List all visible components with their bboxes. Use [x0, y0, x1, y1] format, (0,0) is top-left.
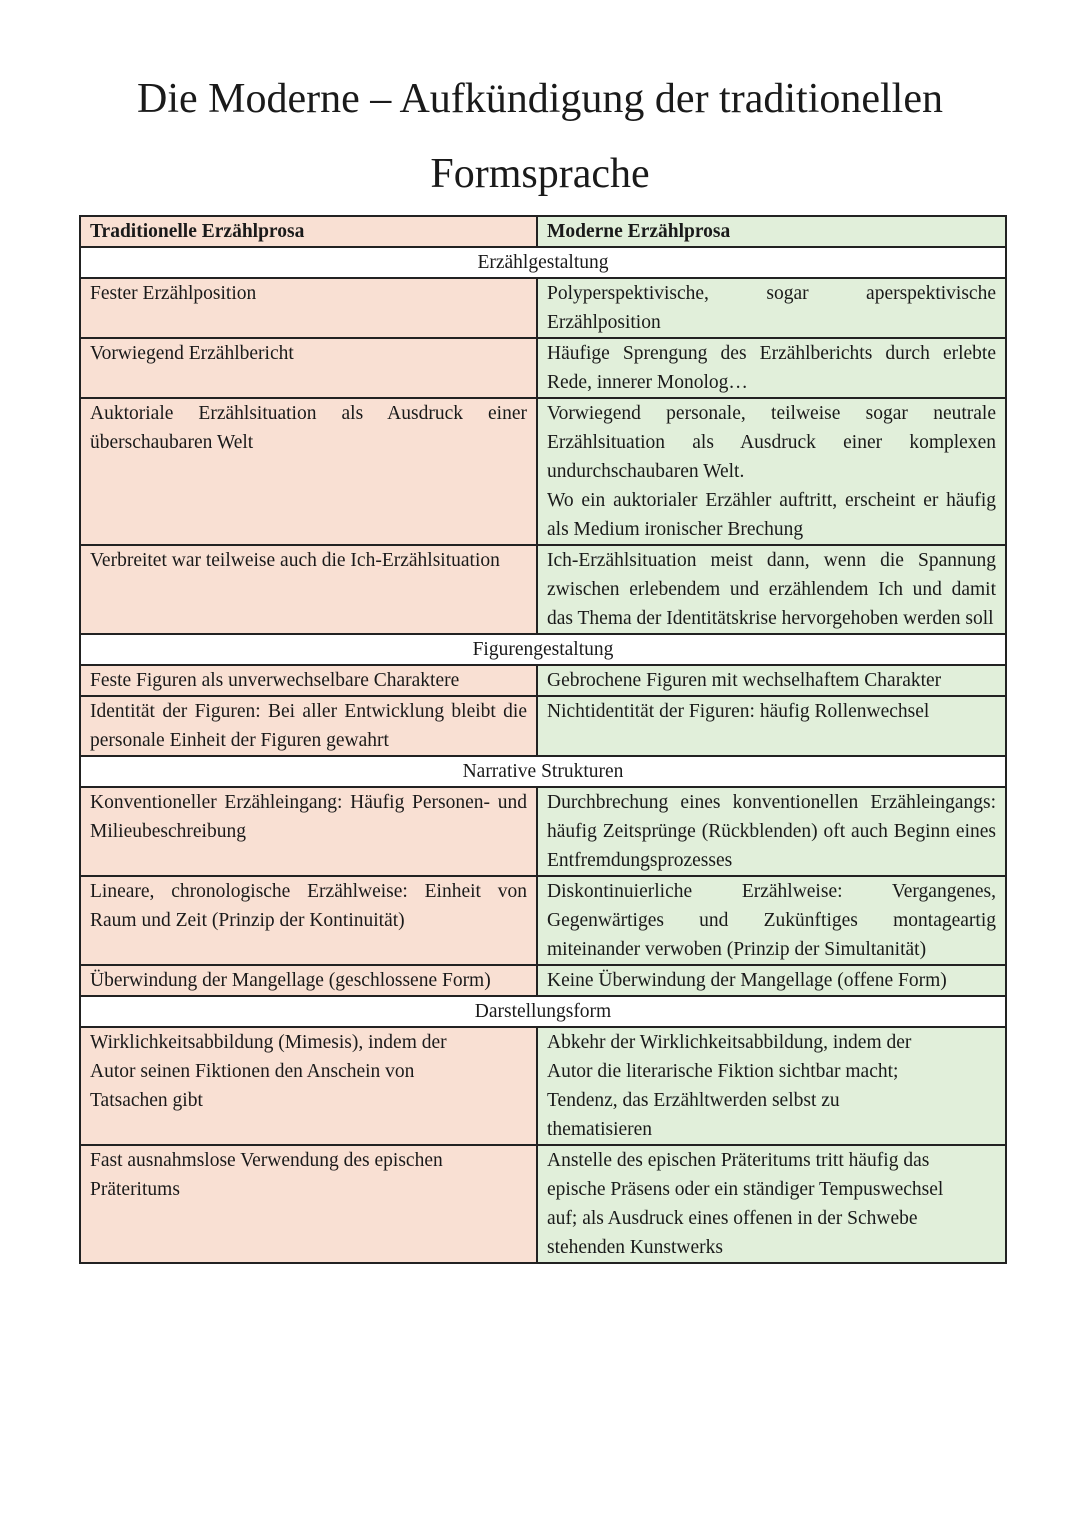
header-traditional: Traditionelle Erzählprosa — [80, 216, 537, 247]
traditional-cell: Fester Erzählposition — [80, 278, 537, 338]
cell-line: Autor seinen Fiktionen den Anschein von — [90, 1061, 415, 1082]
modern-cell — [537, 398, 1006, 545]
cell-line: epische Präsens oder ein ständiger Tempuswechsel — [547, 1179, 944, 1200]
modern-cell-paragraph: Wo ein auktorialer Erzähler auftritt, erscheint er häufig als Medium ironischer Brechung — [547, 490, 996, 540]
table-row — [80, 876, 1006, 965]
section-heading-darstellungsform: Darstellungsform — [80, 996, 1006, 1027]
traditional-cell: Konventioneller Erzähleingang: Häufig Personen- und Milieubeschreibung — [80, 787, 537, 876]
table-row — [80, 696, 1006, 756]
section-row — [80, 634, 1006, 665]
traditional-cell: Überwindung der Mangellage (geschlossene Form) — [80, 965, 537, 996]
section-row — [80, 756, 1006, 787]
modern-cell: Nichtidentität der Figuren: häufig Rollenwechsel — [537, 696, 1006, 756]
traditional-cell: Feste Figuren als unverwechselbare Charaktere — [80, 665, 537, 696]
table-row — [80, 338, 1006, 398]
traditional-cell: Auktoriale Erzählsituation als Ausdruck einer überschaubaren Welt — [80, 398, 537, 545]
table-header-row — [80, 216, 1006, 247]
modern-cell — [537, 1145, 1006, 1263]
cell-line: Tatsachen gibt — [90, 1090, 203, 1111]
table-row — [80, 1027, 1006, 1145]
cell-line: Autor die literarische Fiktion sichtbar macht; — [547, 1061, 899, 1082]
traditional-cell: Lineare, chronologische Erzählweise: Einheit von Raum und Zeit (Prinzip der Kontinuität) — [80, 876, 537, 965]
cell-line: stehenden Kunstwerks — [547, 1237, 724, 1258]
comparison-table — [79, 215, 1007, 1264]
modern-cell: Keine Überwindung der Mangellage (offene Form) — [537, 965, 1006, 996]
cell-line: auf; als Ausdruck eines offenen in der Schwebe — [547, 1208, 918, 1229]
cell-line: Wirklichkeitsabbildung (Mimesis), indem der — [90, 1032, 447, 1053]
traditional-cell — [80, 1027, 537, 1145]
table-row — [80, 787, 1006, 876]
traditional-cell: Identität der Figuren: Bei aller Entwicklung bleibt die personale Einheit der Figuren gewahrt — [80, 696, 537, 756]
modern-cell: Häufige Sprengung des Erzählberichts durch erlebte Rede, innerer Monolog… — [537, 338, 1006, 398]
traditional-cell — [80, 1145, 537, 1263]
page-title — [0, 62, 1080, 212]
modern-cell: Diskontinuierliche Erzählweise: Vergangenes, Gegenwärtiges und Zukünftiges montageartig miteinander verwoben (Prinzip der Simultanität) — [537, 876, 1006, 965]
section-row — [80, 996, 1006, 1027]
cell-line: thematisieren — [547, 1119, 653, 1140]
modern-cell: Gebrochene Figuren mit wechselhaftem Charakter — [537, 665, 1006, 696]
modern-cell: Ich-Erzählsituation meist dann, wenn die Spannung zwischen erlebendem und erzählendem Ich und damit das Thema der Identitätskrise hervorgehoben werden soll — [537, 545, 1006, 634]
cell-line: Tendenz, das Erzähltwerden selbst zu — [547, 1090, 840, 1111]
cell-line: Präteritums — [90, 1179, 180, 1200]
modern-cell-paragraph: Vorwiegend personale, teilweise sogar neutrale Erzählsituation als Ausdruck einer komplexen undurchschaubaren Welt. — [547, 403, 996, 482]
section-heading-figurengestaltung: Figurengestaltung — [80, 634, 1006, 665]
table-row — [80, 278, 1006, 338]
traditional-cell: Verbreitet war teilweise auch die Ich-Erzählsituation — [80, 545, 537, 634]
header-modern: Moderne Erzählprosa — [537, 216, 1006, 247]
table-row — [80, 965, 1006, 996]
section-heading-erzaehlgestaltung: Erzählgestaltung — [80, 247, 1006, 278]
cell-line: Fast ausnahmslose Verwendung des epischen — [90, 1150, 443, 1171]
table-row — [80, 1145, 1006, 1263]
section-row — [80, 247, 1006, 278]
cell-line: Abkehr der Wirklichkeitsabbildung, indem der — [547, 1032, 912, 1053]
traditional-cell: Vorwiegend Erzählbericht — [80, 338, 537, 398]
table-row — [80, 665, 1006, 696]
modern-cell: Polyperspektivische, sogar aperspektivische Erzählposition — [537, 278, 1006, 338]
modern-cell — [537, 1027, 1006, 1145]
title-line-1: Die Moderne – Aufkündigung der traditionellen — [137, 76, 943, 122]
title-line-2: Formsprache — [430, 151, 650, 197]
cell-line: Anstelle des epischen Präteritums tritt häufig das — [547, 1150, 930, 1171]
table-row — [80, 398, 1006, 545]
modern-cell: Durchbrechung eines konventionellen Erzähleingangs: häufig Zeitsprünge (Rückblenden) oft auch Beginn eines Entfremdungsprozesses — [537, 787, 1006, 876]
section-heading-narrative-strukturen: Narrative Strukturen — [80, 756, 1006, 787]
table-row — [80, 545, 1006, 634]
